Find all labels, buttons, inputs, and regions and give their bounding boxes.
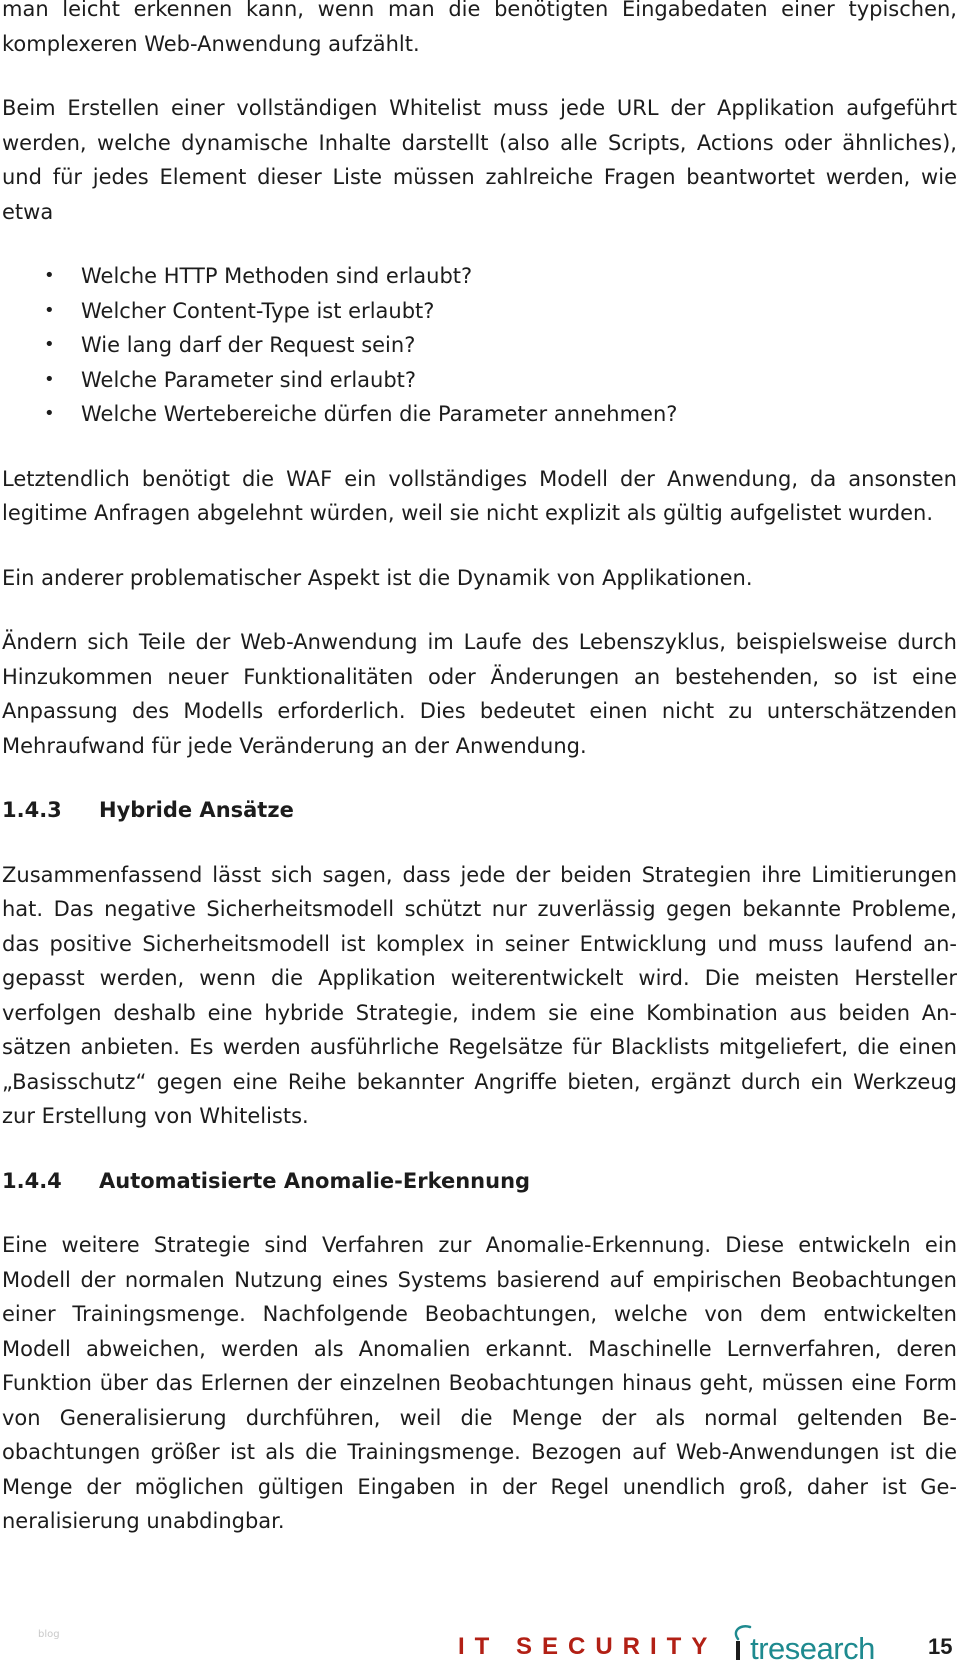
footer-tagline: IT SECURITY [458,1633,718,1660]
section-heading-hybrid [2,793,957,828]
paragraph-intro-continuation: man leicht erkennen kann, wenn man die benötigten Eingabedaten einer typischen, komplexeren Web-Anwendung aufzählt. [2,0,957,56]
list-item-text: Welche HTTP Methoden sind erlaubt? [81,264,473,288]
list-item-text: Wie lang darf der Request sein? [81,333,416,357]
section-heading-anomaly [2,1164,957,1199]
watermark-text: blog [38,1629,60,1640]
bullet-dot-icon: • [44,334,55,355]
paragraph-dynamics: Ein anderer problematischer Aspekt ist die Dynamik von Applikationen. [2,565,753,590]
bullet-dot-icon: • [44,299,55,321]
section-number: 1.4.3 [2,798,62,822]
section-title: Automatisierte Anomalie-Erkennung [99,1168,531,1193]
list-item [2,259,957,294]
bullet-dot-icon: • [44,403,55,424]
page-footer [0,1625,960,1678]
paragraph-hybrid-summary: Zusammenfassend lässt sich sagen, dass jede der beiden Strategien ihre Limitierungen hat. Das negative Sicherheitsmodell schützt nur zuverlässig gegen bekannte Probleme, das positive Sicherheitsmodell ist komplex in seiner Entwicklung und muss laufend angepasst werden, wenn die Applikation weiterentwickelt wird. Die meisten Hersteller verfolgen deshalb eine hybride Strategie, indem sie eine Kombination aus beiden Ansätzen anbieten. Es werden ausführliche Regelsätze für Blacklists mitgeliefert, die einen „Basisschutz“ gegen eine Reihe bekannter Angriffe bieten, ergänzt durch ein Werkzeug zur Erstellung von Whitelists. [2,862,957,1128]
bullet-dot-icon: • [44,368,55,390]
question-list [2,259,957,432]
list-item-text: Welcher Content-Type ist erlaubt? [81,298,435,323]
section-title: Hybride Ansätze [99,798,294,822]
paragraph-lifecycle: Ändern sich Teile der Web-Anwendung im Laufe des Lebenszyklus, beispielsweise durch Hinzukommen neuer Funktionalitäten oder Änderungen an bestehenden, so ist eine Anpassung des Modells erforderlich. Dies bedeutet einen nicht zu unterschätzenden Mehraufwand für jede Veränderung an der Anwendung. [2,630,957,758]
list-item [2,397,957,432]
list-item-text: Welche Wertebereiche dürfen die Parameter annehmen? [81,402,678,426]
paragraph-whitelist: Beim Erstellen einer vollständigen Whitelist muss jede URL der Applikation aufgeführt werden, welche dynamische Inhalte darstellt (also alle Scripts, Actions oder ähnliches), und für jedes Element dieser Liste müssen zahlreiche Fragen beantwortet werden, wie etwa [2,96,957,224]
section-number: 1.4.4 [2,1168,62,1193]
list-item [2,294,957,329]
page-body [2,0,957,1569]
list-item-text: Welche Parameter sind erlaubt? [81,367,417,392]
svg-text:tresearch: tresearch [742,1631,875,1666]
paragraph-anomaly-detection: Eine weitere Strategie sind Verfahren zur Anomalie-Erkennung. Diese entwickeln ein Modell der normalen Nutzung eines Systems basierend auf empirischen Beobachtungen einer Trainingsmenge. Nachfolgende Beobachtungen, welche von dem entwickelten Modell abweichen, werden als Anomalien erkannt. Maschinelle Lernverfahren, deren Funktion über das Erlernen der einzelnen Beobachtungen hinaus geht, müssen eine Form von Generalisierung durchführen, weil die Menge der als normal geltenden Beobachtungen größer ist als die Trainingsmenge. Bezogen auf Web-Anwendungen ist die Menge der möglichen gültigen Eingaben in der Regel unendlich groß, daher ist Generalisierung unabdingbar. [2,1233,957,1533]
paragraph-waf-model: Letztendlich benötigt die WAF ein vollständiges Modell der Anwendung, da ansonsten legitime Anfragen abgelehnt würden, weil sie nicht explizit als gültig aufgelistet wurden. [2,466,957,525]
list-item [2,328,957,363]
page-number: 15 [928,1634,953,1659]
bullet-dot-icon: • [44,265,55,286]
itresearch-logo-icon [730,1623,890,1667]
list-item [2,363,957,398]
